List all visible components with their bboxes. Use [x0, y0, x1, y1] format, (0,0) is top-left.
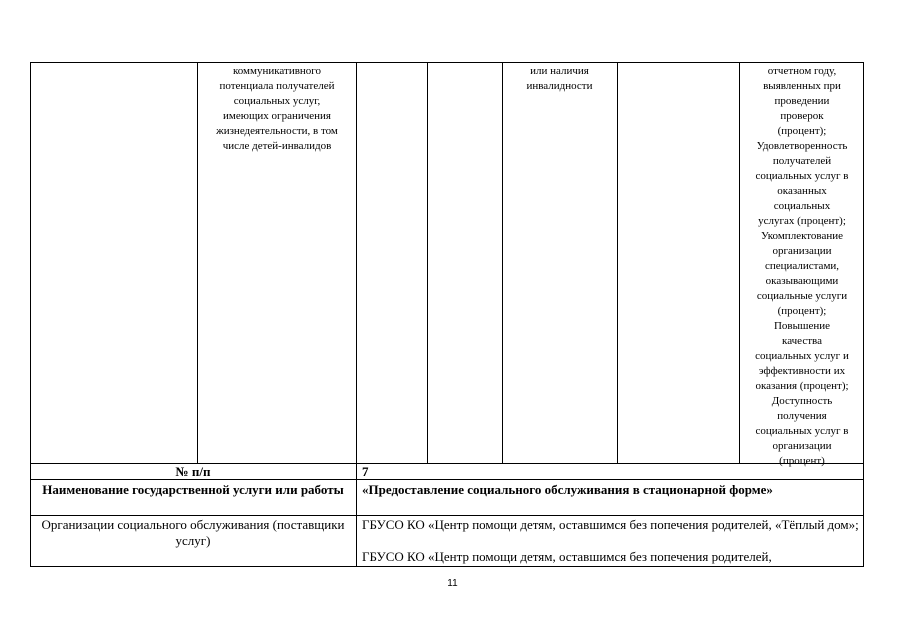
table-right-border [863, 62, 864, 567]
providers-label: Организации социального обслуживания (поставщики услуг) [41, 517, 345, 548]
upper-col-divider-5 [617, 62, 618, 463]
upper-col-divider-1 [197, 62, 198, 463]
page-number: 11 [447, 578, 458, 589]
service-value: «Предоставление социального обслуживания в стационарной форме» [362, 482, 773, 497]
providers-value-2: ГБУСО КО «Центр помощи детям, оставшимся без попечения родителей, [362, 549, 772, 564]
upper-col-divider-6 [739, 62, 740, 463]
number-label: № п/п [175, 464, 211, 479]
number-value: 7 [362, 464, 369, 479]
upper-col-divider-4 [502, 62, 503, 463]
service-label: Наименование государственной услуги или работы [42, 482, 344, 497]
upper-col-divider-2 [356, 62, 357, 463]
table-left-border [30, 62, 31, 567]
upper-cell-col2: коммуникативного потенциала получателей социальных услуг, имеющих ограничения жизнедеятельности, в том числе детей-инвалидов [216, 65, 338, 152]
upper-cell-col7: отчетном году, выявленных при проведении проверок (процент); Удовлетворенность получателей социальных услуг в оказанных социальных услугах (процент); Укомплектование организации специалистами, оказывающими социальные услуги (процент); Повышение качества социальных услуг и эффективности их оказания (процент); Доступность получения социальных услуг в организации (процент) [755, 65, 849, 467]
table-bottom-border [30, 566, 864, 567]
upper-cell-col5: или наличия инвалидности [526, 65, 593, 92]
upper-col-divider-3 [427, 62, 428, 463]
providers-value-1: ГБУСО КО «Центр помощи детям, оставшимся без попечения родителей, «Тёплый дом»; [362, 517, 859, 532]
row-divider-3 [30, 515, 864, 516]
